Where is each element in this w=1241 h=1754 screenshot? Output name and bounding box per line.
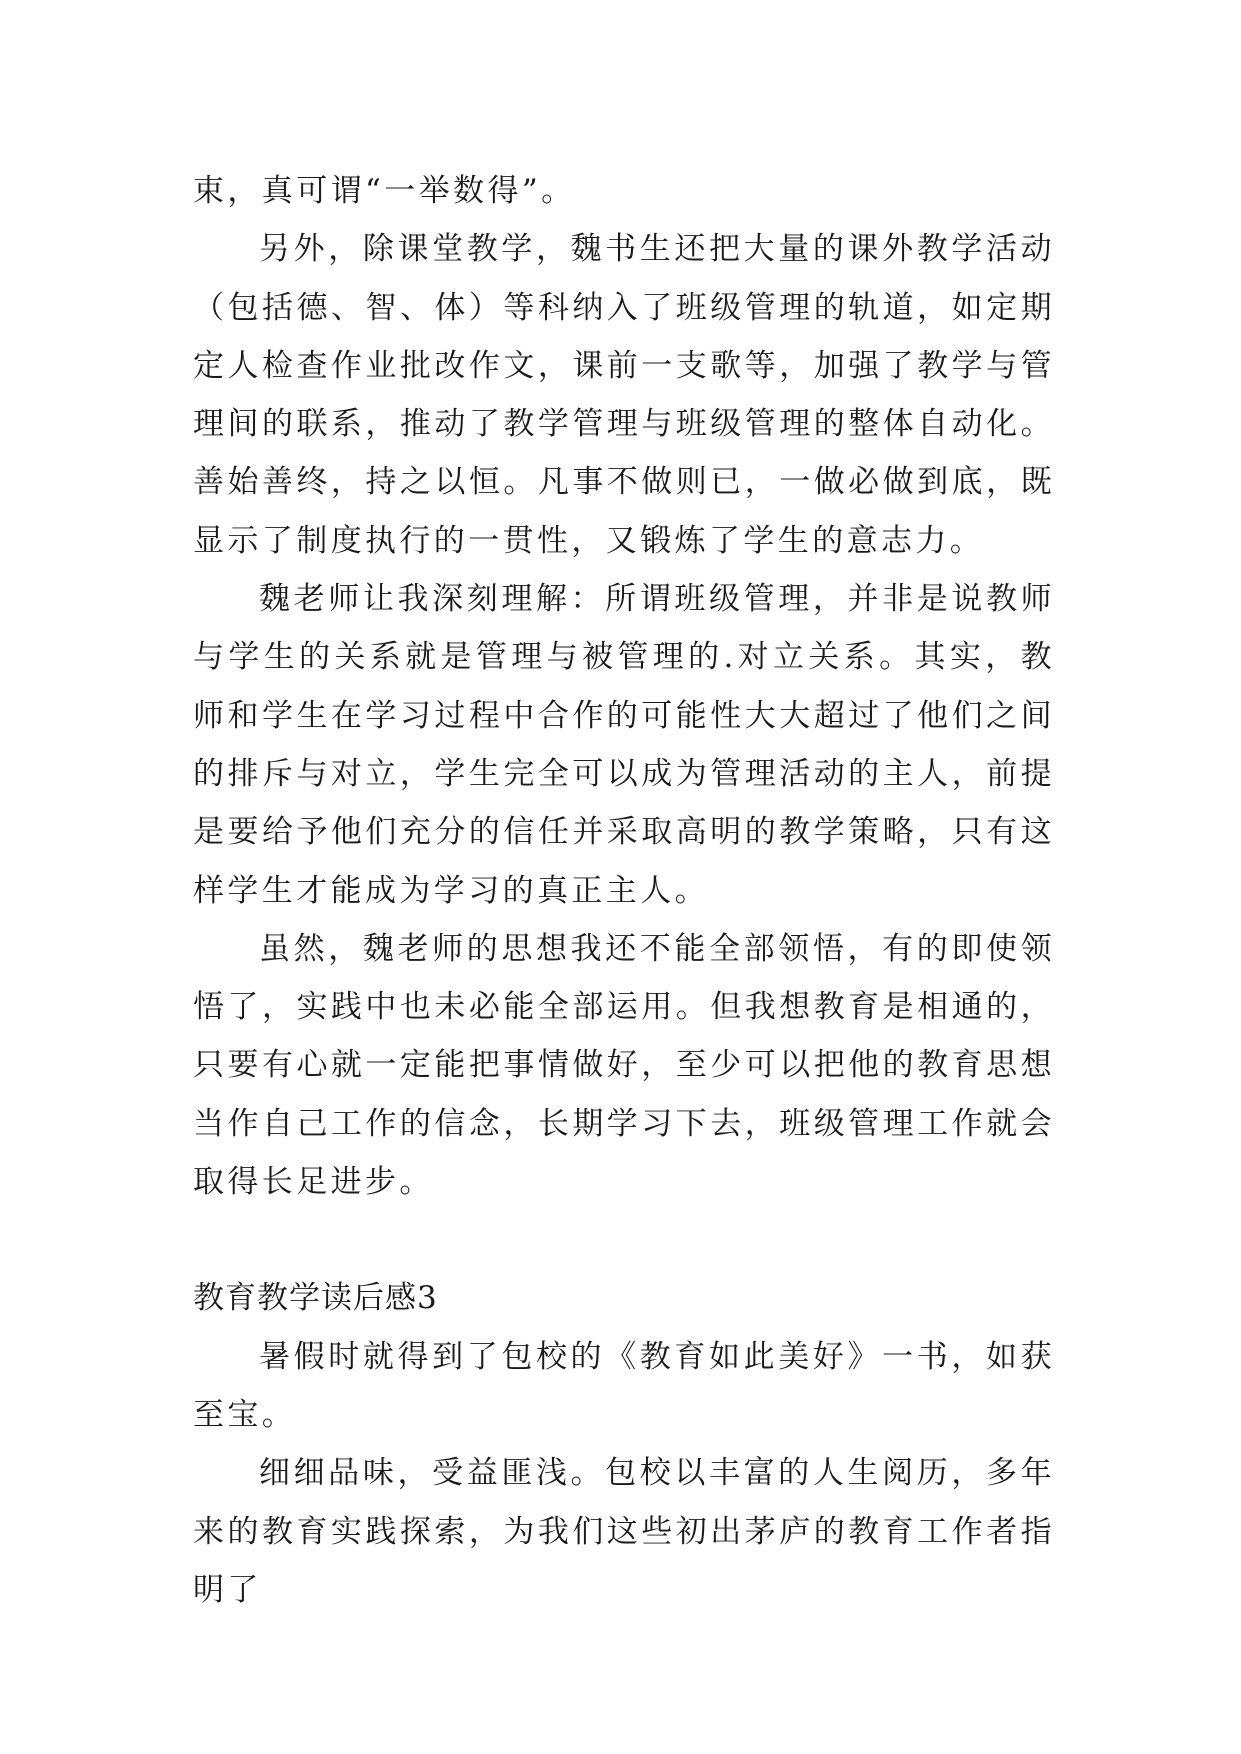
paragraph: 细细品味，受益匪浅。包校以丰富的人生阅历，多年来的教育实践探索，为我们这些初出茅庐的教育工作者指明了 xyxy=(193,1455,1055,1608)
section-spacer xyxy=(193,1211,1055,1269)
paragraph: 魏老师让我深刻理解：所谓班级管理，并非是说教师与学生的关系就是管理与被管理的.对立关系。其实，教师和学生在学习过程中合作的可能性大大超过了他们之间的排斥与对立，学生完全可以成为管理活动的主人，前提是要给予他们充分的信任并采取高明的教学策略，只有这样学生才能成为学习的真正主人。 xyxy=(193,581,1055,909)
paragraph-continuation: 束，真可谓“一举数得”。 xyxy=(193,173,576,209)
paragraph: 另外，除课堂教学，魏书生还把大量的课外教学活动（包括德、智、体）等科纳入了班级管理的轨道，如定期定人检查作业批改作文，课前一支歌等，加强了教学与管理间的联系，推动了教学管理与班级管理的整体自动化。善始善终，持之以恒。凡事不做则已，一做必做到底，既显示了制度执行的一贯性，又锻炼了学生的意志力。 xyxy=(193,231,1055,559)
document-body xyxy=(193,162,1055,1619)
paragraph: 虽然，魏老师的思想我还不能全部领悟，有的即使领悟了，实践中也未必能全部运用。但我想教育是相通的，只要有心就一定能把事情做好，至少可以把他的教育思想当作自己工作的信念，长期学习下去，班级管理工作就会取得长足进步。 xyxy=(193,930,1055,1201)
paragraph: 暑假时就得到了包校的《教育如此美好》一书，如获至宝。 xyxy=(193,1338,1055,1433)
section-heading: 教育教学读后感3 xyxy=(193,1280,438,1317)
